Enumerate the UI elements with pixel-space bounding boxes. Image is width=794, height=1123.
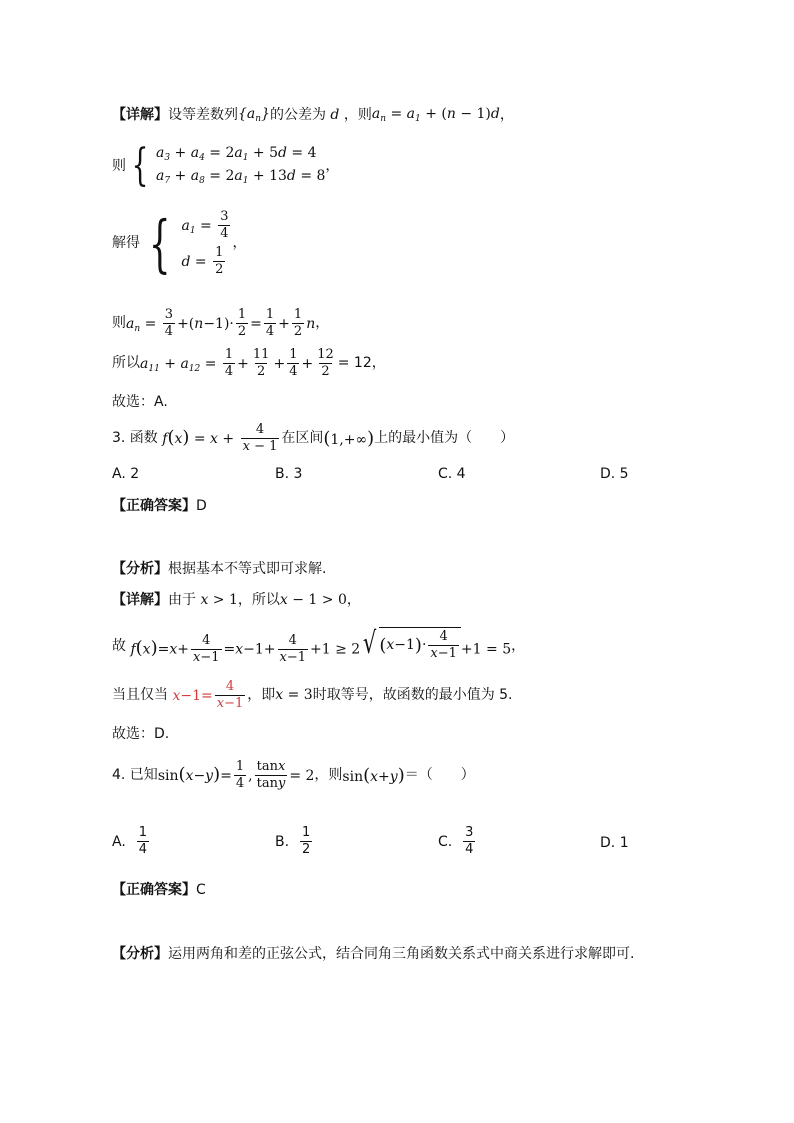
math-x-eq-3: x = 3 — [275, 687, 313, 704]
inequality-line — [112, 627, 525, 665]
question-text: ，则 — [314, 767, 343, 784]
detail-text: ，即 — [247, 687, 276, 704]
detail-text: ，所以 — [237, 592, 280, 608]
brace-symbol: { — [131, 140, 149, 191]
question-number: 3. 函数 — [112, 430, 158, 447]
option-letter: B. — [275, 833, 290, 850]
option-den: 4 — [465, 842, 474, 858]
option-num: 1 — [138, 825, 147, 840]
option-a[interactable]: A. 2 — [112, 466, 140, 482]
question-text: ＝（ ） — [404, 767, 475, 784]
text-jiede: 解得 — [112, 235, 140, 252]
math-general-term: $a_n = a_1 + (n - 1)d$ — [371, 106, 500, 124]
math-x-gt-1: x > 1 — [196, 592, 238, 608]
system-equations-line — [112, 140, 340, 191]
option-den: 4 — [138, 842, 147, 858]
option-d[interactable]: D. 5 — [600, 466, 629, 482]
math-seq-an: $\{a_n\}$ — [238, 106, 270, 124]
question-3 — [112, 423, 514, 455]
punct: ， — [315, 315, 330, 332]
an-formula: $a_n$ = $\frac{3}{4}$ +(n−1)· $\frac{1}{2}$ = $\frac{1}{4}$ + $\frac{1}{2}$ n — [126, 307, 316, 340]
analysis-4 — [112, 946, 634, 963]
option-letter: D. — [600, 835, 616, 851]
answer-value: D — [196, 498, 207, 514]
option-b[interactable] — [275, 826, 314, 858]
equation-2: $a_7 + a_8 = 2a_1 + 13d = 8$ — [156, 168, 326, 186]
detail-line-1 — [112, 106, 514, 125]
an-formula-line — [112, 308, 329, 340]
detail-text: 当且仅当 — [112, 687, 168, 704]
solution-line — [112, 206, 247, 280]
detail-text: ，则 — [343, 107, 372, 123]
options-q4 — [112, 826, 672, 866]
equation-system — [156, 145, 325, 187]
option-letter: C. — [438, 833, 453, 850]
option-fraction — [300, 826, 312, 858]
option-b[interactable]: B. 3 — [275, 466, 303, 482]
option-letter: A. — [112, 833, 126, 850]
question-text: 在区间 — [281, 430, 324, 447]
analysis-tag: 【分析】 — [112, 946, 168, 962]
punct: ， — [511, 637, 526, 654]
solution-system — [181, 210, 232, 277]
punct: ， — [232, 235, 247, 252]
question-4 — [112, 760, 475, 792]
question-number: 4. 已知 — [112, 767, 158, 784]
choice-line-1 — [112, 394, 168, 411]
equation-1: $a_3 + a_4 = 2a_1 + 5d = 4$ — [156, 145, 317, 164]
answer-3 — [112, 498, 207, 515]
sum-formula: $a_{11} + a_{12}$ = $\frac{1}{4}$ + $\frac{11}{2}$ + $\frac{1}{4}$ + $\frac{12}{2}$ — [140, 347, 334, 380]
option-value: 1 — [619, 835, 629, 851]
question-text: 上的最小值为（ ） — [374, 430, 515, 447]
answer-tag: 【正确答案】 — [112, 498, 196, 514]
detail-3 — [112, 592, 361, 609]
option-d[interactable] — [600, 835, 629, 851]
detail-text: ， — [499, 107, 514, 123]
option-fraction — [463, 826, 475, 858]
option-c[interactable]: C. 4 — [438, 466, 466, 482]
detail-text: 时取等号，故函数的最小值为 5. — [312, 687, 513, 704]
analysis-tag: 【分析】 — [112, 561, 168, 577]
option-fraction — [137, 826, 149, 858]
detail-text: ， — [346, 592, 361, 608]
interval: (1,+∞) — [323, 428, 375, 449]
math-x-minus-1: x − 1 > 0 — [279, 592, 347, 608]
solution-a1: $a_1$ = $\frac{3}{4}$ — [181, 209, 229, 242]
detail-text: 由于 — [168, 592, 196, 608]
options-q3 — [112, 466, 672, 486]
analysis-3 — [112, 561, 326, 578]
answer-value: C — [196, 882, 206, 898]
answer-tag: 【正确答案】 — [112, 882, 196, 898]
equality-condition-line — [112, 680, 513, 712]
option-num: 3 — [465, 825, 474, 840]
sum-line — [112, 348, 386, 380]
option-num: 1 — [301, 825, 311, 840]
choice-text: 故选：D. — [112, 726, 170, 742]
option-a[interactable] — [112, 826, 151, 858]
choice-line-3 — [112, 726, 169, 743]
choice-text: 故选：A. — [112, 394, 168, 410]
analysis-text: 运用两角和差的正弦公式，结合同角三角函数关系式中商关系进行求解即可. — [168, 946, 635, 962]
text-ze: 则 — [112, 157, 126, 174]
target-expr: sin(x+y) — [342, 765, 405, 786]
detail-text: 设等差数列 — [168, 107, 238, 123]
option-den: 2 — [301, 842, 311, 858]
brace-symbol: { — [148, 206, 171, 280]
text-gu: 故 — [112, 637, 126, 654]
option-c[interactable] — [438, 826, 477, 858]
detail-tag: 【详解】 — [112, 592, 168, 608]
answer-4 — [112, 882, 206, 899]
text-ze: 则 — [112, 315, 126, 332]
sum-result: = 12， — [337, 355, 386, 372]
text-suoyi: 所以 — [112, 355, 140, 372]
given-condition: sin(x−y)= $\frac{1}{4}$ , $\frac{\tan x}{\tan y}$ = 2 — [157, 759, 315, 792]
punct: ， — [325, 157, 340, 174]
analysis-text: 根据基本不等式即可求解. — [168, 561, 327, 577]
math-d: d — [325, 107, 344, 123]
detail-tag: 【详解】 — [112, 107, 168, 123]
solution-d: d = $\frac{1}{2}$ — [181, 244, 224, 277]
detail-text: 的公差为 — [269, 107, 326, 123]
highlight-condition: x−1= $\frac{4}{x-1}$ — [168, 679, 244, 712]
inequality-formula: f(x)=x+ $\frac{4}{x-1}$ =x−1+ $\frac{4}{x-1}$ +1 ≥ 2 √ ( x −1 ) · $\frac{4}{x-1}$ +1 = 5 — [126, 626, 512, 665]
function-def: f(x) = x + $\frac{4}{x - 1}$ — [157, 422, 278, 455]
